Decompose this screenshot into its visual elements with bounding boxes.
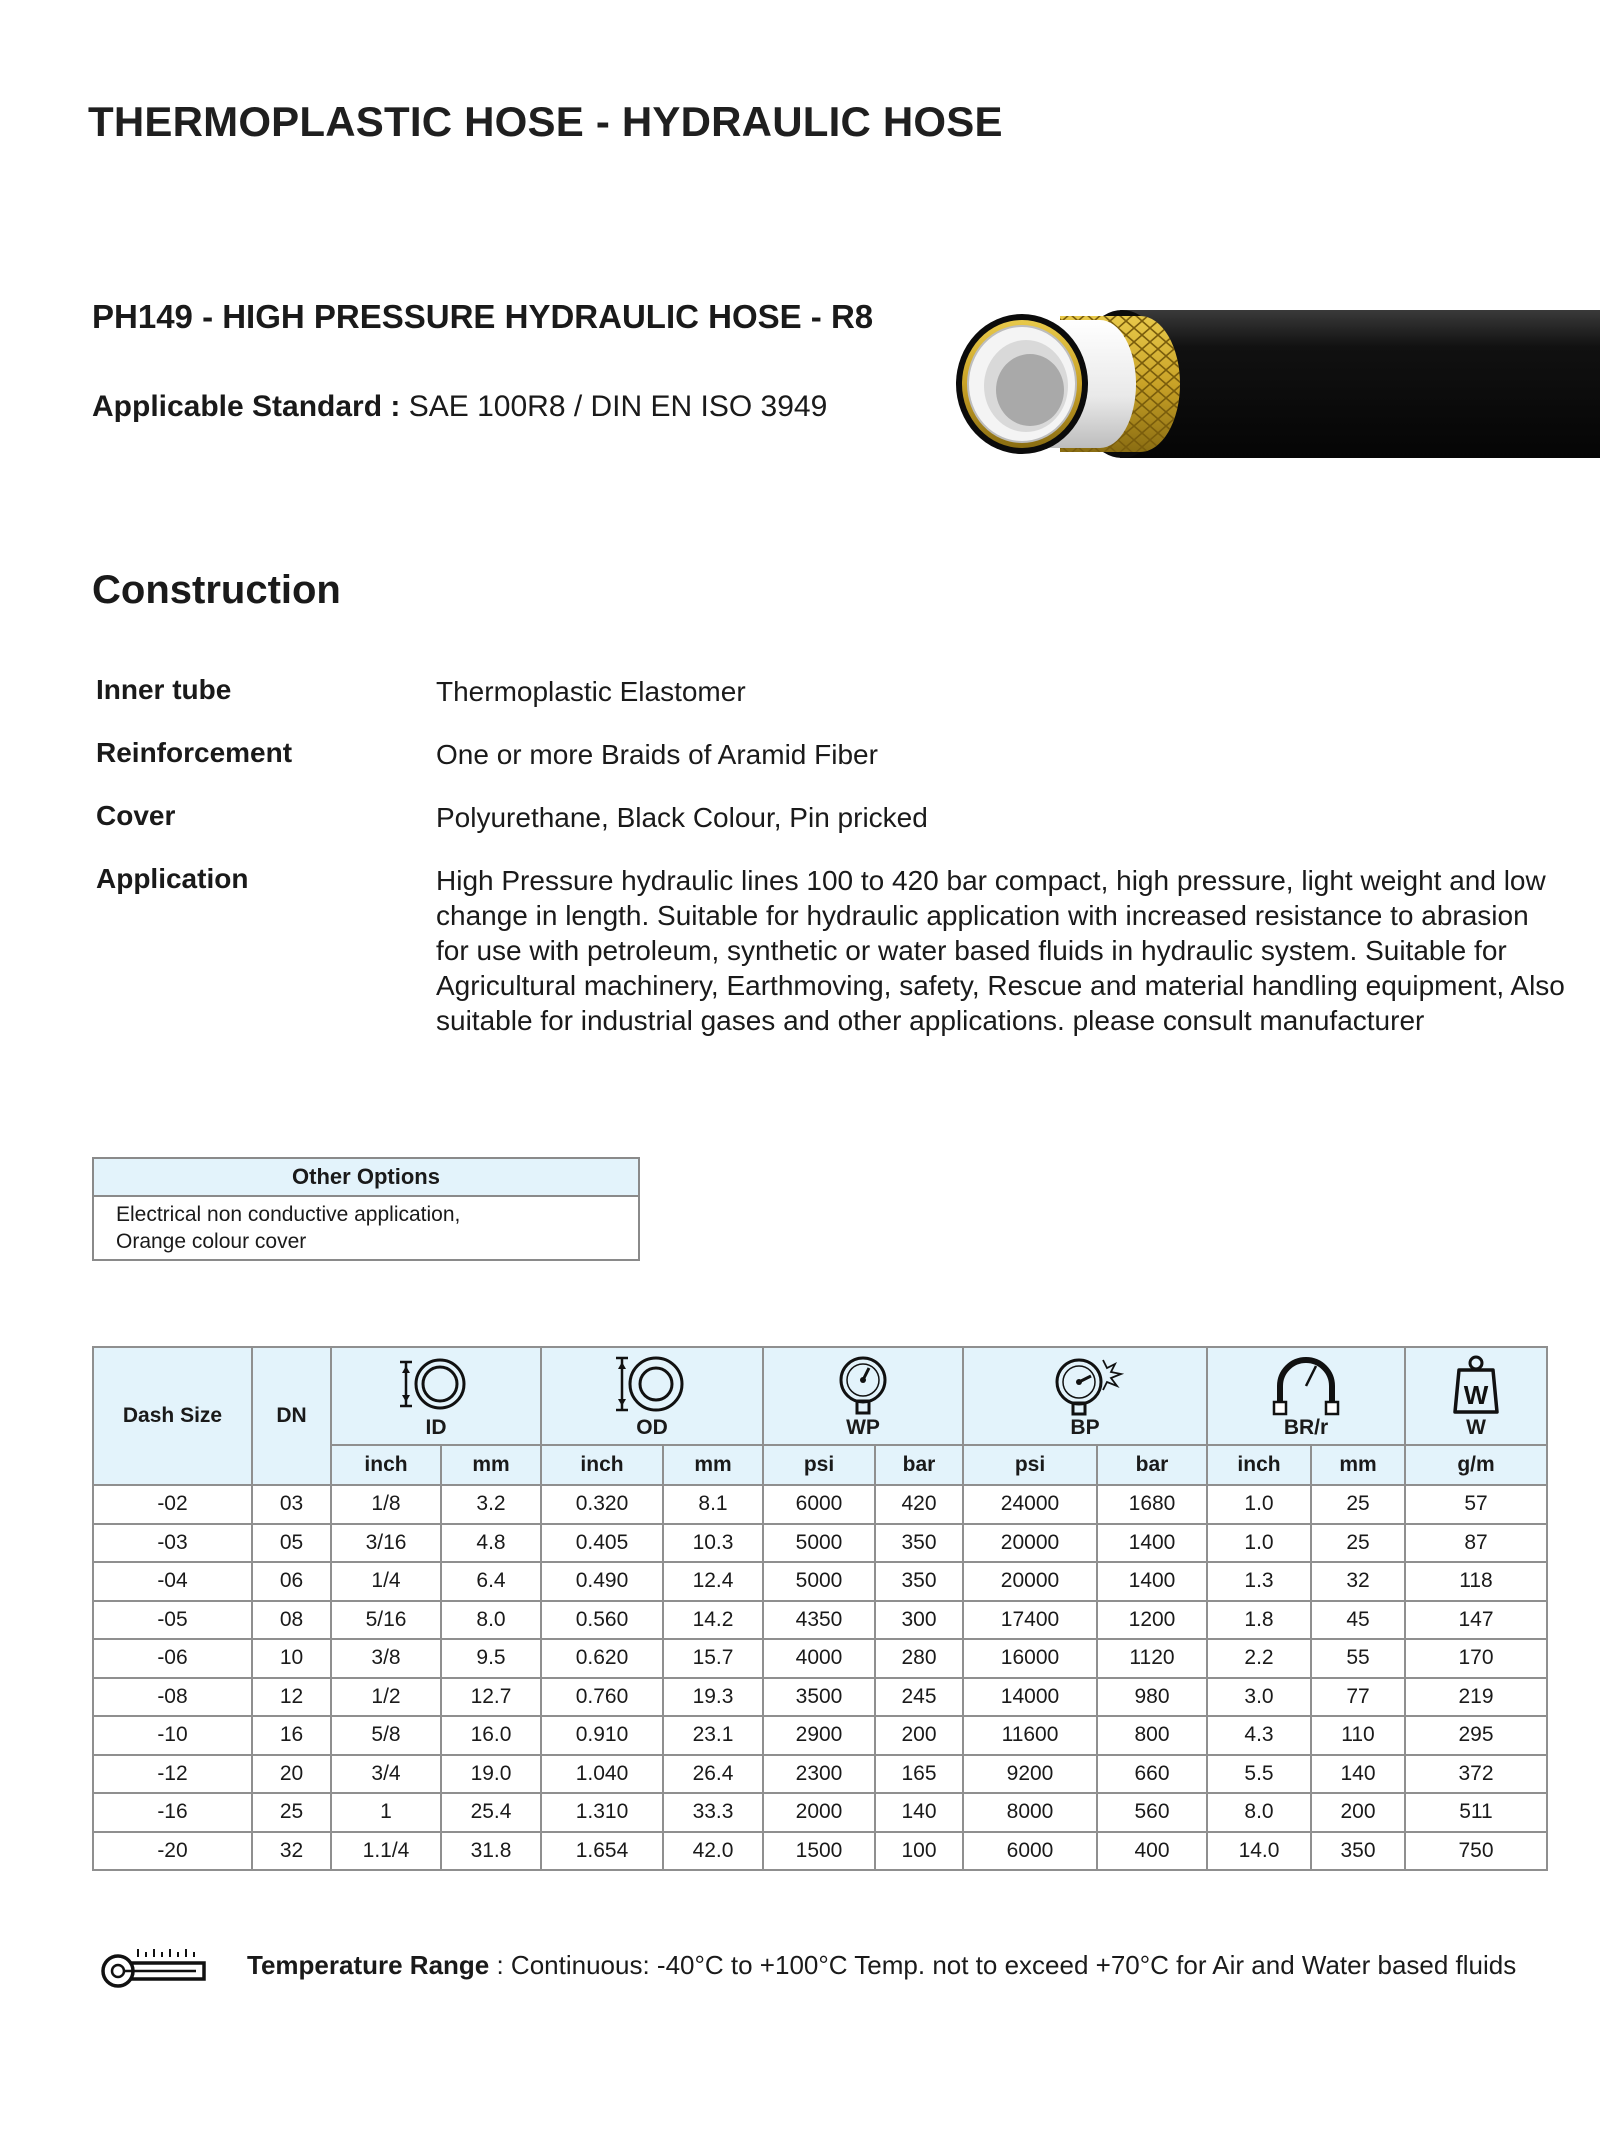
- table-cell: 33.3: [663, 1793, 763, 1832]
- table-cell: 0.405: [541, 1524, 663, 1563]
- table-cell: 5000: [763, 1562, 875, 1601]
- other-options-line: Electrical non conductive application,: [116, 1203, 461, 1226]
- spec-value-cover: Polyurethane, Black Colour, Pin pricked: [436, 802, 928, 833]
- unit-header: inch: [1207, 1445, 1311, 1485]
- table-cell: 350: [875, 1524, 963, 1563]
- table-cell: 8000: [963, 1793, 1097, 1832]
- table-row: [93, 1793, 1547, 1832]
- table-cell: 4000: [763, 1639, 875, 1678]
- table-cell: 9200: [963, 1755, 1097, 1794]
- table-cell: 4.3: [1207, 1716, 1311, 1755]
- table-cell: 20: [252, 1755, 331, 1794]
- table-cell: 800: [1097, 1716, 1207, 1755]
- temperature-label: Temperature Range: [247, 1950, 490, 1980]
- table-cell: 295: [1405, 1716, 1547, 1755]
- construction-heading: Construction: [92, 568, 341, 612]
- table-row: [93, 1832, 1547, 1871]
- unit-header: psi: [763, 1445, 875, 1485]
- table-cell: 12.4: [663, 1562, 763, 1601]
- table-cell: 118: [1405, 1562, 1547, 1601]
- col-group-wp-label: WP: [846, 1416, 880, 1439]
- table-cell: 9.5: [441, 1639, 541, 1678]
- col-group-w: [1405, 1347, 1547, 1445]
- table-cell: 372: [1405, 1755, 1547, 1794]
- col-group-id-label: ID: [425, 1416, 447, 1439]
- table-cell: 10: [252, 1639, 331, 1678]
- unit-header: mm: [1311, 1445, 1405, 1485]
- table-cell: 31.8: [441, 1832, 541, 1871]
- table-cell: -12: [93, 1755, 252, 1794]
- unit-header: mm: [663, 1445, 763, 1485]
- table-cell: 0.760: [541, 1678, 663, 1717]
- table-cell: 1/8: [331, 1485, 441, 1524]
- table-cell: 1120: [1097, 1639, 1207, 1678]
- thermometer-icon: [96, 1945, 208, 1989]
- table-cell: 4350: [763, 1601, 875, 1640]
- table-cell: 14.2: [663, 1601, 763, 1640]
- spec-value-inner-tube: Thermoplastic Elastomer: [436, 676, 746, 707]
- table-cell: 5000: [763, 1524, 875, 1563]
- col-group-bp-label: BP: [1070, 1416, 1100, 1439]
- table-cell: 6000: [763, 1485, 875, 1524]
- table-cell: -10: [93, 1716, 252, 1755]
- table-cell: 2.2: [1207, 1639, 1311, 1678]
- table-cell: 280: [875, 1639, 963, 1678]
- standard-label: Applicable Standard :: [92, 390, 401, 423]
- table-cell: 11600: [963, 1716, 1097, 1755]
- table-cell: 219: [1405, 1678, 1547, 1717]
- table-cell: 08: [252, 1601, 331, 1640]
- spec-value-reinforcement: One or more Braids of Aramid Fiber: [436, 739, 878, 770]
- spec-label-reinforcement: Reinforcement: [96, 737, 293, 768]
- table-cell: 200: [1311, 1793, 1405, 1832]
- table-cell: 1/4: [331, 1562, 441, 1601]
- col-group-od: [541, 1347, 763, 1445]
- table-cell: 1.8: [1207, 1601, 1311, 1640]
- table-cell: 12: [252, 1678, 331, 1717]
- specification-table: [92, 1346, 1548, 1871]
- table-cell: 147: [1405, 1601, 1547, 1640]
- col-group-brr: [1207, 1347, 1405, 1445]
- table-cell: -02: [93, 1485, 252, 1524]
- table-cell: -20: [93, 1832, 252, 1871]
- col-group-od-label: OD: [636, 1416, 668, 1439]
- table-cell: 420: [875, 1485, 963, 1524]
- other-options-line: Orange colour cover: [116, 1230, 307, 1253]
- page-title: THERMOPLASTIC HOSE - HYDRAULIC HOSE: [88, 98, 1003, 145]
- table-row: [93, 1601, 1547, 1640]
- table-cell: -16: [93, 1793, 252, 1832]
- table-cell: 2900: [763, 1716, 875, 1755]
- table-cell: 3/8: [331, 1639, 441, 1678]
- table-cell: 10.3: [663, 1524, 763, 1563]
- table-cell: 14.0: [1207, 1832, 1311, 1871]
- table-cell: -04: [93, 1562, 252, 1601]
- table-cell: 3.0: [1207, 1678, 1311, 1717]
- table-cell: 980: [1097, 1678, 1207, 1717]
- table-cell: 15.7: [663, 1639, 763, 1678]
- col-header-dash-size: Dash Size: [93, 1347, 252, 1485]
- table-cell: 45: [1311, 1601, 1405, 1640]
- table-cell: 200: [875, 1716, 963, 1755]
- table-row: [93, 1755, 1547, 1794]
- table-cell: 350: [1311, 1832, 1405, 1871]
- bend-radius-icon: [1266, 1354, 1346, 1416]
- table-cell: 24000: [963, 1485, 1097, 1524]
- table-cell: 25: [252, 1793, 331, 1832]
- table-cell: 1.1/4: [331, 1832, 441, 1871]
- table-cell: 1400: [1097, 1524, 1207, 1563]
- table-cell: 0.620: [541, 1639, 663, 1678]
- table-cell: 660: [1097, 1755, 1207, 1794]
- table-row: [93, 1524, 1547, 1563]
- unit-header: bar: [1097, 1445, 1207, 1485]
- table-cell: 06: [252, 1562, 331, 1601]
- table-cell: -06: [93, 1639, 252, 1678]
- table-cell: 16: [252, 1716, 331, 1755]
- table-cell: 1.654: [541, 1832, 663, 1871]
- table-cell: 16.0: [441, 1716, 541, 1755]
- table-cell: 750: [1405, 1832, 1547, 1871]
- table-row: [93, 1678, 1547, 1717]
- other-options-box: [92, 1157, 640, 1261]
- table-body: [93, 1485, 1547, 1870]
- table-row: [93, 1562, 1547, 1601]
- product-title: PH149 - HIGH PRESSURE HYDRAULIC HOSE - R8: [92, 298, 874, 335]
- table-cell: 25: [1311, 1524, 1405, 1563]
- col-group-bp: [963, 1347, 1207, 1445]
- table-cell: 1680: [1097, 1485, 1207, 1524]
- table-cell: 140: [875, 1793, 963, 1832]
- table-cell: 560: [1097, 1793, 1207, 1832]
- weight-icon-letter: W: [1463, 1380, 1489, 1410]
- table-cell: 32: [252, 1832, 331, 1871]
- table-cell: 1/2: [331, 1678, 441, 1717]
- table-cell: 400: [1097, 1832, 1207, 1871]
- table-cell: 19.3: [663, 1678, 763, 1717]
- unit-header: bar: [875, 1445, 963, 1485]
- table-cell: 110: [1311, 1716, 1405, 1755]
- outer-diameter-icon: [612, 1354, 692, 1414]
- other-options-body: [94, 1197, 638, 1259]
- temperature-range: [247, 1950, 1516, 1981]
- table-cell: -03: [93, 1524, 252, 1563]
- table-cell: 165: [875, 1755, 963, 1794]
- table-cell: 2000: [763, 1793, 875, 1832]
- table-cell: 2300: [763, 1755, 875, 1794]
- table-cell: 300: [875, 1601, 963, 1640]
- table-cell: 77: [1311, 1678, 1405, 1717]
- unit-header: psi: [963, 1445, 1097, 1485]
- other-options-header: Other Options: [94, 1159, 638, 1197]
- table-cell: 4.8: [441, 1524, 541, 1563]
- table-cell: 6.4: [441, 1562, 541, 1601]
- table-cell: 25: [1311, 1485, 1405, 1524]
- table-cell: 57: [1405, 1485, 1547, 1524]
- weight-icon: [1451, 1354, 1501, 1416]
- standard-value: SAE 100R8 / DIN EN ISO 3949: [408, 390, 828, 423]
- table-cell: 0.320: [541, 1485, 663, 1524]
- table-cell: 1.040: [541, 1755, 663, 1794]
- applicable-standard: [92, 390, 827, 424]
- spec-label-cover: Cover: [96, 800, 176, 831]
- col-group-wp: [763, 1347, 963, 1445]
- table-cell: 1400: [1097, 1562, 1207, 1601]
- col-group-brr-label: BR/r: [1283, 1416, 1329, 1439]
- table-cell: 05: [252, 1524, 331, 1563]
- table-cell: 1.3: [1207, 1562, 1311, 1601]
- table-cell: 1.310: [541, 1793, 663, 1832]
- table-cell: 1500: [763, 1832, 875, 1871]
- table-cell: 511: [1405, 1793, 1547, 1832]
- table-cell: 0.490: [541, 1562, 663, 1601]
- hose-cross-section-icon: [950, 300, 1600, 470]
- table-cell: 1.0: [1207, 1485, 1311, 1524]
- table-cell: 6000: [963, 1832, 1097, 1871]
- table-cell: 8.0: [441, 1601, 541, 1640]
- table-cell: 100: [875, 1832, 963, 1871]
- pressure-gauge-icon: [833, 1354, 893, 1416]
- table-cell: 170: [1405, 1639, 1547, 1678]
- spec-label-inner-tube: Inner tube: [96, 674, 232, 705]
- table-cell: 55: [1311, 1639, 1405, 1678]
- unit-header: mm: [441, 1445, 541, 1485]
- table-cell: 42.0: [663, 1832, 763, 1871]
- table-cell: 1200: [1097, 1601, 1207, 1640]
- table-cell: 5/16: [331, 1601, 441, 1640]
- table-cell: 3/4: [331, 1755, 441, 1794]
- table-cell: 20000: [963, 1562, 1097, 1601]
- table-cell: -08: [93, 1678, 252, 1717]
- table-cell: 0.560: [541, 1601, 663, 1640]
- table-cell: 1.0: [1207, 1524, 1311, 1563]
- table-cell: 87: [1405, 1524, 1547, 1563]
- col-group-id: [331, 1347, 541, 1445]
- table-cell: 140: [1311, 1755, 1405, 1794]
- table-cell: 3500: [763, 1678, 875, 1717]
- table-cell: 5/8: [331, 1716, 441, 1755]
- burst-gauge-icon: [1045, 1354, 1125, 1416]
- table-cell: 23.1: [663, 1716, 763, 1755]
- col-group-w-label: W: [1466, 1416, 1486, 1439]
- unit-header: inch: [331, 1445, 441, 1485]
- table-row: [93, 1485, 1547, 1524]
- unit-header: g/m: [1405, 1445, 1547, 1485]
- table-cell: 32: [1311, 1562, 1405, 1601]
- table-cell: 3.2: [441, 1485, 541, 1524]
- spec-label-application: Application: [96, 863, 249, 894]
- table-cell: 19.0: [441, 1755, 541, 1794]
- table-cell: 14000: [963, 1678, 1097, 1717]
- table-cell: 26.4: [663, 1755, 763, 1794]
- table-cell: 25.4: [441, 1793, 541, 1832]
- table-cell: 8.0: [1207, 1793, 1311, 1832]
- spec-value-application: High Pressure hydraulic lines 100 to 420 bar compact, high pressure, light weight and low change in length. Suitable for hydraulic application with increased resistance to abrasion for use with petroleum, synthetic or water based fluids in hydraulic system. Suitable for Agricultural machinery, Earthmoving, safety, Rescue and material handling equipment, Also suitable for industrial gases and other applications. please consult manufacturer: [436, 865, 1565, 1036]
- table-cell: 3/16: [331, 1524, 441, 1563]
- temperature-value: : Continuous: -40°C to +100°C Temp. not to exceed +70°C for Air and Water based fluids: [489, 1950, 1517, 1980]
- col-header-dn: DN: [252, 1347, 331, 1485]
- table-cell: 0.910: [541, 1716, 663, 1755]
- table-cell: 245: [875, 1678, 963, 1717]
- table-cell: 8.1: [663, 1485, 763, 1524]
- table-cell: -05: [93, 1601, 252, 1640]
- unit-header: inch: [541, 1445, 663, 1485]
- table-cell: 12.7: [441, 1678, 541, 1717]
- table-cell: 5.5: [1207, 1755, 1311, 1794]
- table-cell: 16000: [963, 1639, 1097, 1678]
- table-cell: 1: [331, 1793, 441, 1832]
- table-row: [93, 1716, 1547, 1755]
- table-cell: 17400: [963, 1601, 1097, 1640]
- table-cell: 20000: [963, 1524, 1097, 1563]
- table-cell: 350: [875, 1562, 963, 1601]
- inner-diameter-icon: [396, 1354, 476, 1414]
- table-row: [93, 1639, 1547, 1678]
- table-cell: 03: [252, 1485, 331, 1524]
